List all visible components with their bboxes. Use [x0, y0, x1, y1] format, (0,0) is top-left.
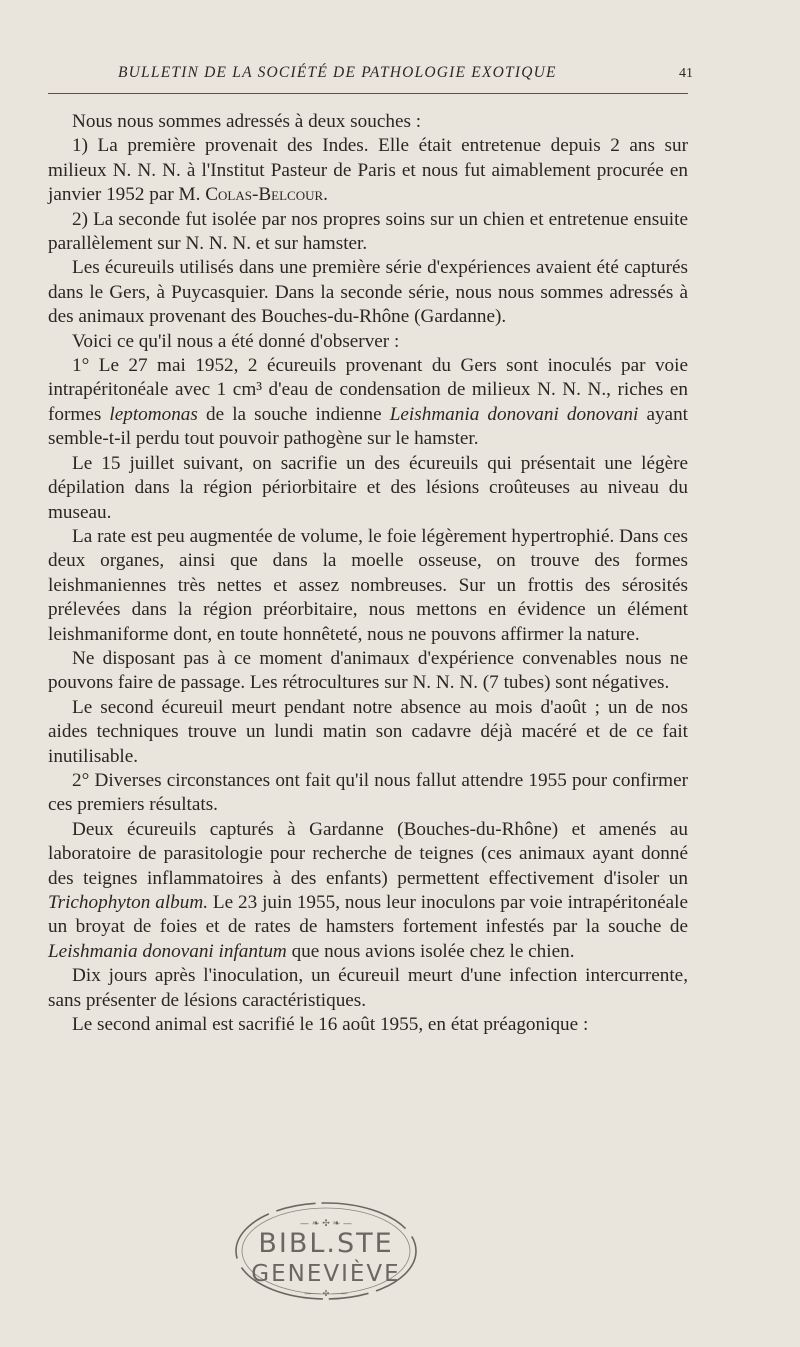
text-run: de la souche indienne — [197, 403, 390, 425]
svg-text:— ❧ ✣ ❧ —: — ❧ ✣ ❧ — — [299, 1219, 353, 1229]
text-run: Les écureuils utilisés dans une première série d'expériences avaient été capturés dans le Gers, à Puycasquier. Dans la seconde série, nous nous sommes adressés à des animaux provenant des Bouches-du-Rhône (Gardanne). — [48, 257, 688, 328]
paragraph — [48, 256, 688, 329]
paragraph — [48, 525, 688, 647]
italic-text: Leishmania donovani infantum — [48, 940, 287, 962]
text-run: Le second écureuil meurt pendant notre absence au mois d'août ; un de nos aides techniques trouve un lundi matin son cadavre déjà macéré et de ce fait inutilisable. — [48, 696, 688, 767]
italic-text: Trichophyton album. — [48, 892, 208, 913]
paragraph — [48, 208, 688, 257]
text-run: Deux écureuils capturés à Gardanne (Bouches-du-Rhône) et amenés au laboratoire de parasitologie pour recherche de teignes (ces animaux ayant donné des teignes inflammatoires à des enfants) permettent effectivement d'isoler un — [48, 818, 688, 889]
stamp-line-1: BIBL.STE — [258, 1228, 394, 1259]
text-run: que nous avions isolée chez le chien. — [286, 940, 575, 962]
text-run: Le 15 juillet suivant, on sacrifie un des écureuils qui présentait une légère dépilation dans la région périorbitaire et des lésions croûteuses au niveau du museau. — [48, 452, 688, 523]
article-body — [48, 110, 688, 1037]
text-run: Dix jours après l'inoculation, un écureuil meurt d'une infection intercurrente, sans présenter de lésions caractéristiques. — [48, 965, 688, 1011]
paragraph — [48, 110, 688, 134]
italic-text: Leishmania donovani donovani — [389, 403, 639, 425]
paragraph — [48, 964, 688, 1013]
paragraph — [48, 696, 688, 769]
author-name: Colas-Belcour — [205, 184, 324, 206]
text-run: . — [323, 184, 328, 206]
page-number: 41 — [679, 66, 693, 81]
text-run: Nous nous sommes adressés à deux souches : — [72, 111, 422, 132]
paragraph — [48, 647, 688, 696]
paragraph — [48, 769, 688, 818]
text-run: 2° Diverses circonstances ont fait qu'il nous fallut attendre 1955 pour confirmer ces premiers résultats. — [48, 769, 688, 816]
text-run: 2) La seconde fut isolée par nos propres soins sur un chien et entretenue ensuite parallèlement sur N. N. N. et sur hamster. — [48, 208, 688, 255]
stamp-line-2: GENEVIÈVE — [251, 1261, 401, 1287]
text-run: Voici ce qu'il nous a été donné d'observer : — [72, 330, 400, 352]
paragraph — [48, 818, 688, 964]
text-run: Ne disposant pas à ce moment d'animaux d'expérience convenables nous ne pouvons faire de passage. Les rétrocultures sur N. N. N. (7 tubes) sont négatives. — [48, 647, 688, 694]
italic-text: leptomonas — [109, 403, 198, 425]
paragraph — [48, 354, 688, 452]
running-header — [50, 64, 693, 92]
text-run: 1) La première provenait des Indes. Elle était entretenue depuis 2 ans sur milieux N. N. N. à l'Institut Pasteur de Paris et nous fut aimablement procurée en janvier 1952 par M. — [48, 135, 688, 206]
library-stamp — [228, 1196, 424, 1306]
text-run: Le second animal est sacrifié le 16 août 1955, en état préagonique : — [72, 1014, 589, 1036]
text-run: ayant semble-t-il perdu tout pouvoir pathogène sur le hamster. — [48, 403, 688, 450]
paragraph — [48, 134, 688, 207]
paragraph — [48, 330, 688, 354]
paragraph — [48, 1013, 688, 1037]
text-run: 1° Le 27 mai 1952, 2 écureuils provenant du Gers sont inoculés par voie intrapéritonéale avec 1 cm³ d'eau de condensation de milieux N. N. N., riches en formes — [48, 355, 688, 425]
text-run: Le 23 juin 1955, nous leur inoculons par voie intrapéritonéale un broyat de foies et de rates de hamsters fortement infestés par la souche de — [48, 892, 688, 938]
svg-text:—— ✣ ——: —— ✣ —— — [304, 1289, 348, 1298]
text-run: La rate est peu augmentée de volume, le foie légèrement hypertrophié. Dans ces deux organes, ainsi que dans la moelle osseuse, on trouve des formes leishmaniennes très nettes et assez nombreuses. Sur un frottis des sérosités prélevées dans la région préorbitaire, nous mettons en évidence un élément leishmaniforme dont, en toute honnêteté, nous ne pouvons affirmer la nature. — [48, 525, 688, 645]
paragraph — [48, 452, 688, 525]
header-rule — [48, 93, 688, 94]
journal-title: BULLETIN DE LA SOCIÉTÉ DE PATHOLOGIE EXOTIQUE — [118, 64, 557, 81]
stamp-graphic — [228, 1196, 424, 1306]
